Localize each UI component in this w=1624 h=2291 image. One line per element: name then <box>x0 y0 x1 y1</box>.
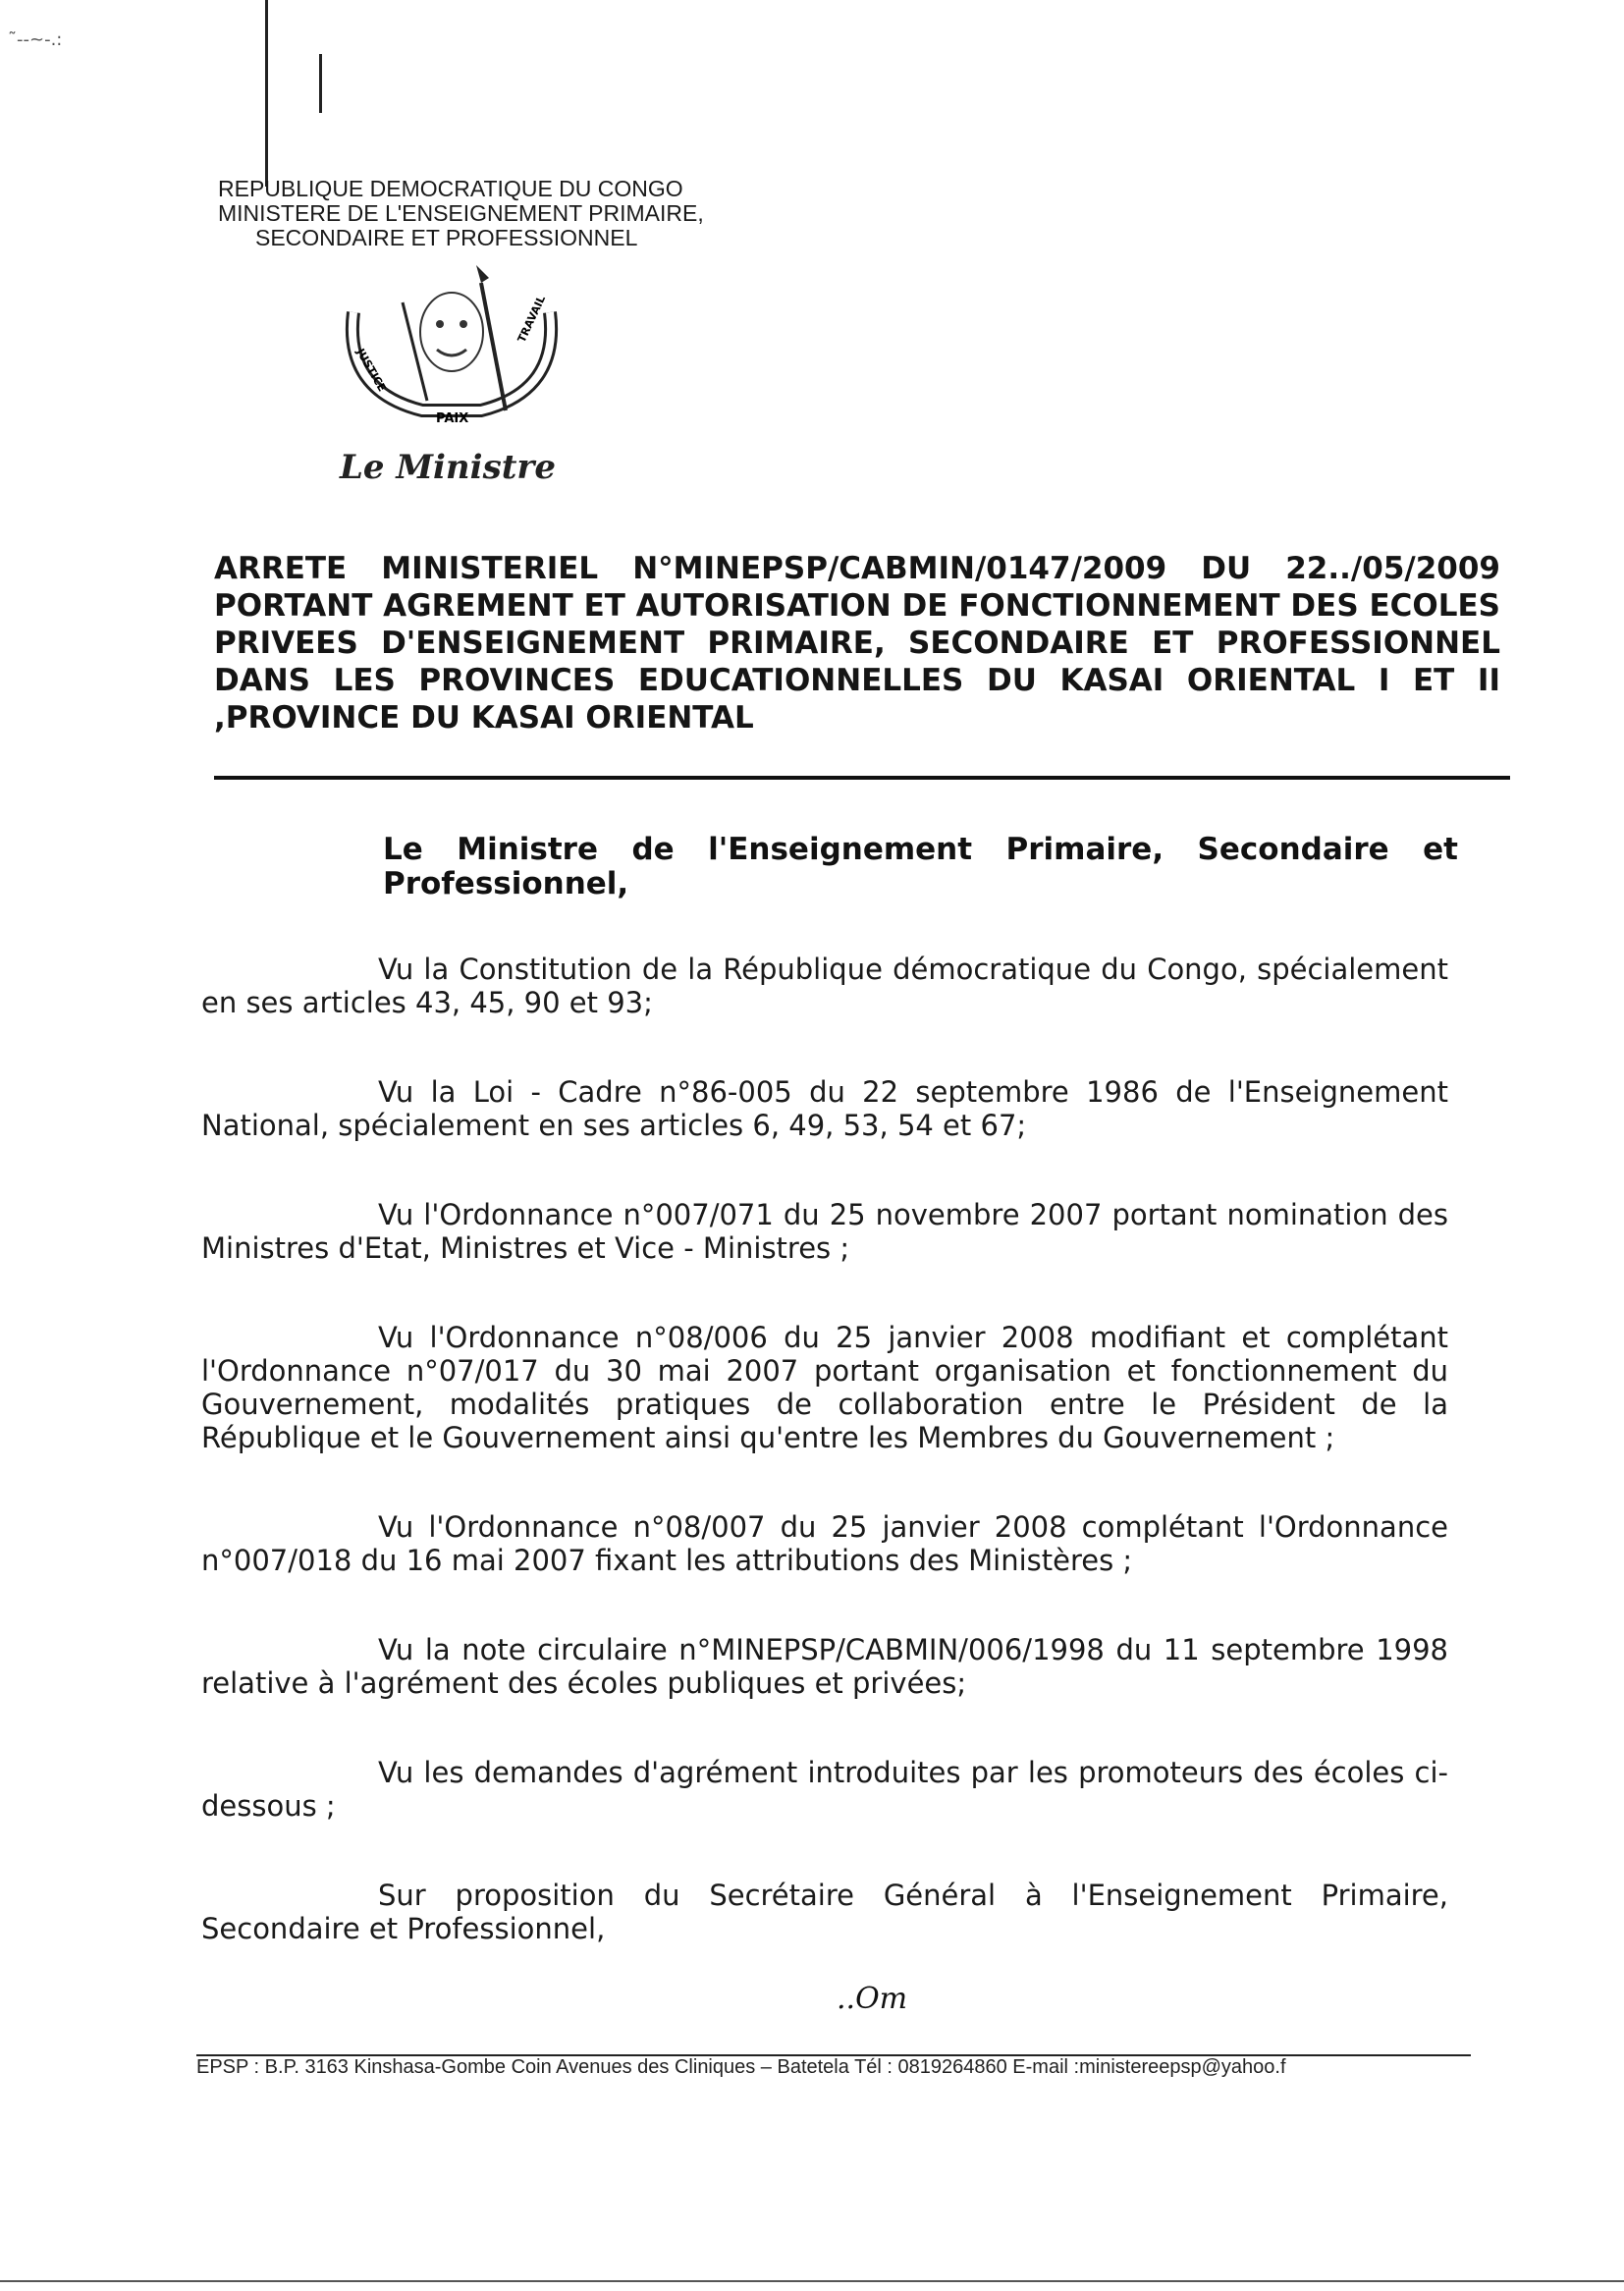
page-edge <box>0 2280 1624 2282</box>
considerant-paragraph: Vu la Loi - Cadre n°86-005 du 22 septembre 1986 de l'Enseignement National, spécialement en ses articles 6, 49, 53, 54 et 67; <box>201 1075 1448 1142</box>
letterhead-line: REPUBLIQUE DEMOCRATIQUE DU CONGO <box>218 176 683 201</box>
emblem-motto-left: JUSTICE <box>353 346 389 394</box>
minister-signature-title: Le Ministre <box>340 448 556 487</box>
considerant-paragraph: Vu la note circulaire n°MINEPSP/CABMIN/006/1998 du 11 septembre 1998 relative à l'agrément des écoles publiques et privées; <box>201 1633 1448 1700</box>
margin-mark <box>265 0 268 187</box>
considerant-paragraph: Vu l'Ordonnance n°08/007 du 25 janvier 2008 complétant l'Ordonnance n°007/018 du 16 mai 2007 fixant les attributions des Ministères ; <box>201 1510 1448 1577</box>
handwritten-initials: ..Om <box>837 1982 908 2016</box>
scan-artifact: ˜‐‐~‐.: <box>8 29 63 50</box>
decree-title: ARRETE MINISTERIEL N°MINEPSP/CABMIN/0147/2009 DU 22../05/2009 PORTANT AGREMENT ET AUTORISATION DE FONCTIONNEMENT DES ECOLES PRIVEES D'ENSEIGNEMENT PRIMAIRE, SECONDAIRE ET PROFESSIONNEL DANS LES PROVINCES EDUCATIONNELLES DU KASAI ORIENTAL I ET II ,PROVINCE DU KASAI ORIENTAL <box>214 551 1500 736</box>
considerant-paragraph: Vu l'Ordonnance n°007/071 du 25 novembre 2007 portant nomination des Ministres d'Etat, Ministres et Vice - Ministres ; <box>201 1198 1448 1265</box>
letterhead <box>218 177 768 250</box>
considerant-paragraph: Vu les demandes d'agrément introduites par les promoteurs des écoles ci-dessous ; <box>201 1756 1448 1823</box>
considerant-paragraph: Sur proposition du Secrétaire Général à l'Enseignement Primaire, Secondaire et Professionnel, <box>201 1879 1448 1945</box>
letterhead-line: MINISTERE DE L'ENSEIGNEMENT PRIMAIRE, <box>218 200 704 226</box>
divider <box>214 776 1510 780</box>
coat-of-arms-icon <box>334 263 569 450</box>
considerant-paragraph: Vu la Constitution de la République démocratique du Congo, spécialement en ses articles 43, 45, 90 et 93; <box>201 953 1448 1019</box>
decree-subject: Le Ministre de l'Enseignement Primaire, Secondaire et Professionnel, <box>383 832 1458 901</box>
footer-contact: EPSP : B.P. 3163 Kinshasa-Gombe Coin Avenues des Cliniques – Batetela Tél : 0819264860 E-mail :ministereepsp@yahoo.f <box>196 2056 1286 2078</box>
decree-body <box>201 953 1448 2001</box>
emblem-motto-right: TRAVAIL <box>514 293 549 345</box>
letterhead-line: SECONDAIRE ET PROFESSIONNEL <box>255 225 638 250</box>
margin-mark <box>319 54 322 113</box>
considerant-paragraph: Vu l'Ordonnance n°08/006 du 25 janvier 2008 modifiant et complétant l'Ordonnance n°07/017 du 30 mai 2007 portant organisation et fonctionnement du Gouvernement, modalités pratiques de collaboration entre le Président de la République et le Gouvernement ainsi qu'entre les Membres du Gouvernement ; <box>201 1321 1448 1454</box>
emblem-motto-bottom: PAIX <box>436 411 469 426</box>
